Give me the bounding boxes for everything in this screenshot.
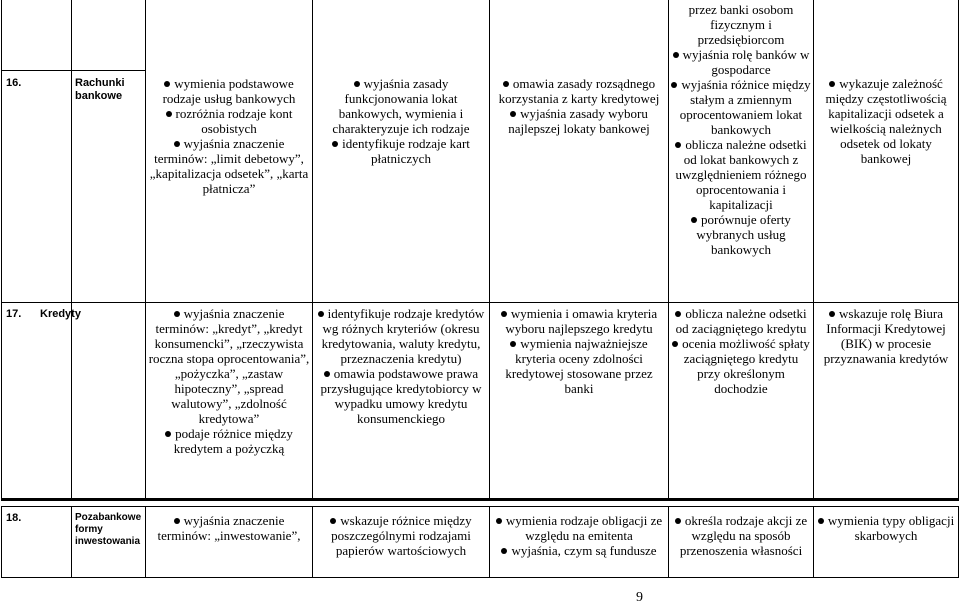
bullet-icon (818, 518, 824, 524)
bullet-icon (174, 311, 180, 317)
row-topic: Rachunki bankowe (75, 77, 125, 102)
bullet-icon (503, 81, 509, 87)
requirements-extended (315, 513, 487, 558)
requirements-excellent (816, 76, 956, 166)
table-bottom-border (1, 498, 959, 501)
list-item: wyjaśnia zasady wyboru najlepszej lokaty bankowej (508, 106, 650, 136)
row-border-18-bottom (1, 577, 959, 578)
bullet-icon (829, 81, 835, 87)
col-border-1 (71, 0, 72, 500)
list-item: rozróżnia rodzaje kont osobistych (148, 106, 310, 136)
bullet-icon (318, 311, 324, 317)
bullet-icon (354, 81, 360, 87)
list-item: wymienia podstawowe rodzaje usług bankowych (162, 76, 296, 106)
list-item: wykazuje zależność między częstotliwością kapitalizacji odsetek a wielkością należnych odsetek od lokaty bankowej (825, 76, 947, 166)
col-border-7b (958, 506, 959, 578)
col-border-3b (312, 506, 313, 578)
col-border-6 (813, 0, 814, 500)
bullet-icon (164, 81, 170, 87)
col-border-3 (312, 0, 313, 500)
list-item: wyjaśnia znaczenie terminów: „kredyt”, „kredyt konsumencki”, „rzeczywista roczna stopa oprocentowania”, „pożyczka”, „zastaw hipoteczny”, „spread walutowy”, „zdolność kredytowa” (148, 306, 310, 426)
bullet-icon (672, 341, 678, 347)
continued-text: przez banki osobom fizycznym i przedsiębiorcom (688, 2, 794, 47)
requirements-extended (315, 306, 487, 426)
col-border-0b (1, 506, 2, 578)
list-item: podaje różnice między kredytem a pożyczką (148, 426, 310, 456)
col-border-2b (145, 506, 146, 578)
bullet-icon (673, 52, 679, 58)
row-number: 18. (6, 512, 22, 524)
requirements-good (492, 513, 666, 558)
page-number: 9 (636, 590, 643, 605)
list-item: wymienia najważniejsze kryteria oceny zdolności kredytowej stosowane przez banki (505, 336, 653, 396)
col-border-1b (71, 506, 72, 578)
row-number: 16. (6, 77, 22, 89)
col-border-6b (813, 506, 814, 578)
list-item: identyfikuje rodzaje kredytów wg różnych kryteriów (okresu kredytowania, waluty kredytu, przeznaczenia kredytu) (315, 306, 487, 366)
col-border-2 (145, 0, 146, 500)
requirements-very-good (671, 513, 811, 558)
list-item: wyjaśnia znaczenie terminów: „inwestowanie”, (157, 513, 301, 543)
list-item: oblicza należne odsetki od zaciągniętego kredytu (675, 306, 807, 336)
col-border-4 (489, 0, 490, 500)
col-border-5 (668, 0, 669, 500)
list-item: omawia podstawowe prawa przysługujące kredytobiorcy w wypadku umowy kredytu konsumenckiego (320, 366, 482, 426)
requirements-excellent (816, 306, 956, 366)
bullet-icon (675, 518, 681, 524)
bullet-icon (501, 548, 507, 554)
col-border-5b (668, 506, 669, 578)
bullet-icon (166, 111, 172, 117)
bullet-icon (496, 518, 502, 524)
bullet-icon (510, 341, 516, 347)
bullet-icon (174, 518, 180, 524)
requirements-very-good (671, 2, 811, 257)
requirements-good (492, 306, 666, 396)
requirements-basic (148, 513, 310, 543)
list-item: wskazuje rolę Biura Informacji Kredytowej (BIK) w procesie przyznawania kredytów (823, 306, 949, 366)
bullet-icon (165, 431, 171, 437)
list-item: wyjaśnia rolę banków w gospodarce (671, 47, 811, 77)
list-item: określa rodzaje akcji ze względu na sposób przenoszenia własności (671, 513, 811, 558)
row-topic: Pozabankowe formy inwestowania (75, 512, 142, 547)
list-item: wyjaśnia zasady funkcjonowania lokat bankowych, wymienia i charakteryzuje ich rodzaje (332, 76, 470, 136)
requirements-good (492, 76, 666, 136)
list-item: wyjaśnia, czym są fundusze (492, 543, 666, 558)
bullet-icon (675, 142, 681, 148)
list-item: oblicza należne odsetki od lokat bankowych z uwzględnieniem różnego oprocentowania i kapitalizacji (675, 137, 807, 212)
bullet-icon (501, 311, 507, 317)
row-border-18-top (1, 506, 959, 507)
bullet-icon (671, 82, 677, 88)
requirements-extended (315, 76, 487, 166)
bullet-icon (829, 311, 835, 317)
bullet-icon (675, 311, 681, 317)
row-topic: Kredyty (40, 308, 81, 320)
list-item: wyjaśnia różnice między stałym a zmiennym oprocentowaniem lokat bankowych (671, 77, 811, 137)
col-border-4b (489, 506, 490, 578)
col-border-7 (958, 0, 959, 500)
bullet-icon (324, 371, 330, 377)
bullet-icon (691, 217, 697, 223)
requirements-excellent (816, 513, 956, 543)
list-item: wymienia typy obligacji skarbowych (816, 513, 956, 543)
requirements-very-good (671, 306, 811, 396)
row-number: 17. (6, 308, 22, 320)
list-item: omawia zasady rozsądnego korzystania z karty kredytowej (498, 76, 660, 106)
list-item: wyjaśnia znaczenie terminów: „limit debetowy”, „kapitalizacja odsetek”, „karta płatnicza” (149, 136, 309, 196)
bullet-icon (330, 518, 336, 524)
col-border-0 (1, 0, 2, 500)
bullet-icon (510, 111, 516, 117)
list-item: ocenia możliwość spłaty zaciągniętego kredytu przy określonym dochodzie (671, 336, 811, 396)
list-item: wymienia rodzaje obligacji ze względu na emitenta (492, 513, 666, 543)
list-item: porównuje oferty wybranych usług bankowych (671, 212, 811, 257)
bullet-icon (174, 141, 180, 147)
list-item: wymienia i omawia kryteria wyboru najlepszego kredytu (492, 306, 666, 336)
requirements-basic (148, 306, 310, 456)
requirements-basic (148, 76, 310, 196)
list-item: wskazuje różnice między poszczególnymi rodzajami papierów wartościowych (331, 513, 472, 558)
list-item: identyfikuje rodzaje kart płatniczych (315, 136, 487, 166)
bullet-icon (332, 141, 338, 147)
row-border-16-top (1, 70, 145, 71)
row-border-17-top (1, 302, 959, 303)
